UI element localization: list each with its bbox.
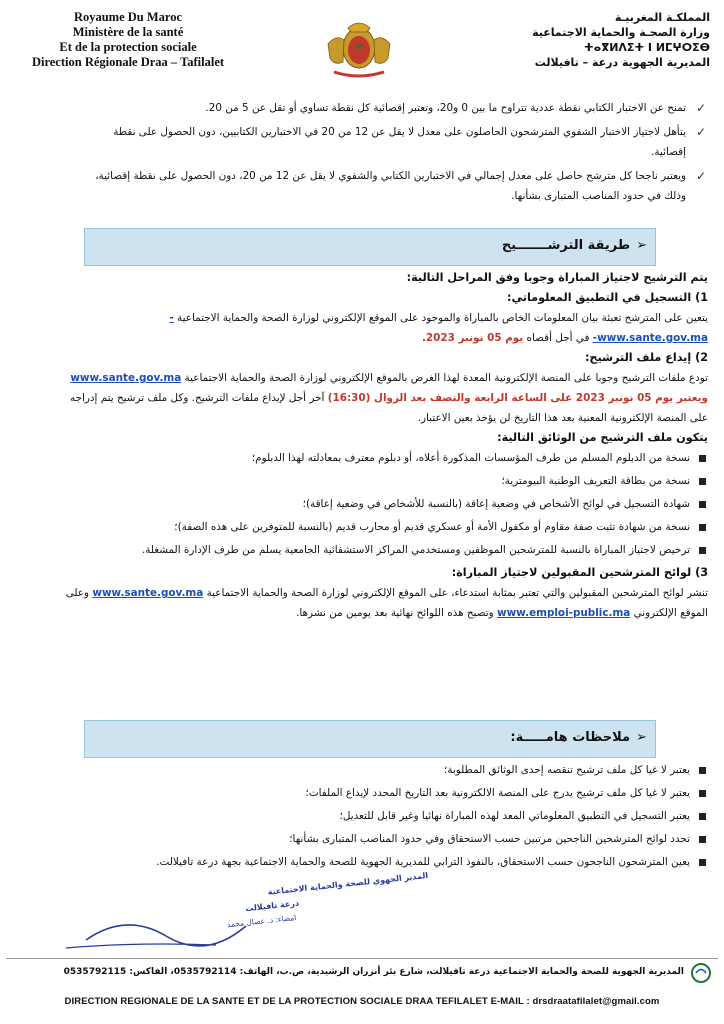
notes-list	[60, 760, 708, 872]
application-procedure	[60, 268, 708, 623]
moroccan-coat-of-arms-icon	[318, 14, 400, 80]
letterhead-arabic	[510, 10, 710, 70]
list-item: نسخة من بطاقة التعريف الوطنية البيومترية؛	[60, 471, 708, 491]
docs-title: يتكون ملف الترشيح من الوثائق التالية:	[497, 431, 708, 444]
ar-line-ministry: وزارة الصحـة والحماية الاجتماعية	[532, 26, 710, 39]
step3-link-sante[interactable]: www.sante.gov.ma	[92, 587, 204, 599]
step1-body	[60, 308, 708, 348]
section-banner-notes	[84, 720, 656, 758]
list-item: تحدد لوائح المترشحين الناجحين مرتبين حسب الاستحقاق وفي حدود المناصب المتبارى بشأنها؛	[60, 829, 708, 849]
important-notes	[60, 760, 708, 875]
list-item: نسخة من شهادة تثبت صفة مقاوم أو مكفول الأمة أو عسكري قديم أو محارب قديم (بالنسبة للمتوفرين على هذه الصفة)؛	[60, 517, 708, 537]
letterhead-french	[18, 10, 238, 70]
stamp-line-1: المدير الجهوي للصحة والحماية الاجتماعية	[267, 870, 429, 897]
signature-scribble	[86, 925, 246, 946]
docs-list	[60, 448, 708, 560]
stamp-line-2: درعة تافيلالت	[244, 898, 300, 914]
list-item: يعين المترشحون الناجحون حسب الاستحقاق، بالنفوذ الترابي للمديرية الجهوية للصحة والحماية الاجتماعية بجهة درعة تافيلالت.	[60, 852, 708, 872]
check-icon: ✓	[695, 101, 706, 115]
fr-line-protection: Et de la protection sociale	[59, 40, 197, 54]
list-item: نسخة من الدبلوم المسلم من طرف المؤسسات المذكورة أعلاه، أو دبلوم معترف بمعادلته لهذا الدبلوم؛	[60, 448, 708, 468]
check-icon: ✓	[695, 125, 706, 139]
step2-after: آخر أجل لإيداع ملفات الترشيح. وكل ملف ترشيح يتم إدراجه على المنصة الإلكترونية المعنية بعد هذا التاريخ لن يؤخذ بعين الاعتبار.	[70, 392, 708, 424]
step1-deadline: يوم 05 نونبر 2023.	[421, 332, 524, 344]
check-icon: ✓	[695, 169, 706, 183]
list-item: ترخيص لاجتياز المباراة بالنسبة للمترشحين الموظفين ومستخدمي المراكز الاستشفائية الجامعية يسلم من طرف الإدارة المشغلة.	[60, 540, 708, 560]
fr-line-ministry: Ministère de la santé	[72, 25, 184, 39]
step2-title: 2) إيداع ملف الترشيح:	[584, 351, 708, 364]
letterhead	[0, 0, 724, 90]
condition-text: ويعتبر ناجحا كل مترشح حاصل على معدل إجمالي في الاختبارين الكتابي والشفوي لا يقل عن 12 من 20، دون الحصول على نقطة إقصائية، وذلك في حدود المناصب المتبارى بشأنها.	[95, 170, 686, 202]
exam-conditions	[88, 98, 706, 210]
procedure-intro: يتم الترشيح لاجتياز المباراة وجوبا وفق المراحل التالية:	[406, 271, 708, 284]
fr-line-kingdom: Royaume Du Maroc	[73, 10, 183, 24]
ar-line-kingdom: المملكـة المغربيـة	[614, 11, 710, 24]
banner-title	[510, 730, 647, 745]
ar-line-direction: المديرية الجهوية درعة – تافيلالت	[534, 56, 710, 69]
step2-text: تودع ملفات الترشيح وجوبا على المنصة الإلكترونية المعدة لهذا الغرض بالموقع الإلكتروني لوزارة الصحة والحماية الاجتماعية	[184, 372, 708, 384]
signature-stamp	[56, 870, 429, 954]
footer-contact	[6, 958, 718, 988]
footer-french-address: DIRECTION REGIONALE DE LA SANTE ET DE LA PROTECTION SOCIALE DRAA TEFILALET E-MAIL : drsdraatafilalet@gmail.com	[64, 996, 660, 1007]
list-item: يعتبر لا غيا كل ملف ترشيح يدرج على المنصة الالكترونية بعد التاريخ المحدد لإيداع الملفات؛	[60, 783, 708, 803]
ministry-logo-icon	[690, 962, 712, 984]
step3-text-a: تنشر لوائح المترشحين المقبولين والتي تعتبر بمثابة استدعاء، على الموقع الإلكتروني لوزارة الصحة والحماية الاجتماعية	[206, 587, 708, 599]
step3-body	[60, 583, 708, 623]
step3-title: 3) لوائح المترشحين المقبولين لاجتياز المباراة:	[451, 566, 708, 579]
pen-arrow-icon: ➢	[636, 238, 647, 253]
step1-deadline-prefix: في أجل أقصاه	[526, 332, 590, 344]
step3-text-b: وعلى الموقع الإلكتروني	[65, 587, 708, 619]
banner-title-text: ملاحظات هامـــــة:	[510, 730, 631, 745]
step2-body	[60, 368, 708, 428]
step3-text-c: وتصبح هذه اللوائح نهائية بعد يومين من نشرها.	[296, 607, 494, 619]
stamp-signed: امضاء: د. عصال محمد	[226, 912, 297, 930]
condition-item	[88, 122, 706, 162]
pen-arrow-icon: ➢	[636, 730, 647, 745]
condition-text: تمنح عن الاختبار الكتابي نقطة عددية تتراوح ما بين 0 و20، وتعتبر إقصائية كل نقطة تساوي أو تقل عن 5 من 20.	[205, 102, 686, 114]
step3-link-emploi[interactable]: www.emploi-public.ma	[496, 607, 631, 619]
list-item: شهادة التسجيل في لوائح الأشخاص في وضعية إعاقة (بالنسبة للأشخاص في وضعية إعاقة)؛	[60, 494, 708, 514]
ar-line-tifinagh: ⵜⴰⴳⵍⴷⵉⵜ ⵏ ⵍⵎⵖⵔⵉⴱ	[583, 41, 710, 54]
list-item: يعتبر لا غيا كل ملف ترشيح تنقصه إحدى الوثائق المطلوبة؛	[60, 760, 708, 780]
banner-title-text: طريقة الترشـــــــيح	[501, 238, 631, 253]
step1-title: 1) التسجيل في التطبيق المعلوماتي:	[506, 291, 708, 304]
step2-link[interactable]: www.sante.gov.ma	[70, 372, 182, 384]
condition-item	[88, 98, 706, 118]
list-item: يعتبر التسجيل في التطبيق المعلوماتي المعد لهذه المباراة نهائيا وغير قابل للتعديل؛	[60, 806, 708, 826]
fr-line-direction: Direction Régionale Draa – Tafilalet	[31, 55, 225, 69]
step1-link[interactable]: -www.sante.gov.ma-	[169, 312, 708, 344]
step2-deadline: ويعتبر يوم 05 نونبر 2023 على الساعة الرابعة والنصف بعد الزوال (16:30)	[327, 392, 708, 404]
footer-arabic-address: المديرية الجهوية للصحة والحماية الاجتماعية درعة تافيلالت، شارع بئر أنزران الرشيدية، ص.ب، الهاتف: 0535792114، الفاكس: 0535792115	[63, 967, 684, 977]
condition-item	[88, 166, 706, 206]
banner-title	[502, 238, 647, 253]
condition-text: يتأهل لاجتياز الاختبار الشفوي المترشحون الحاصلون على معدل لا يقل عن 12 من 20 في الاختبارين الكتابيين، دون الحصول على نقطة إقصائية.	[113, 126, 686, 158]
section-banner-application	[84, 228, 656, 266]
step1-text: يتعين على المترشح تعبئة بيان المعلومات الخاص بالمباراة والموجود على الموقع الإلكتروني لوزارة الصحة والحماية الاجتماعية	[177, 312, 708, 324]
